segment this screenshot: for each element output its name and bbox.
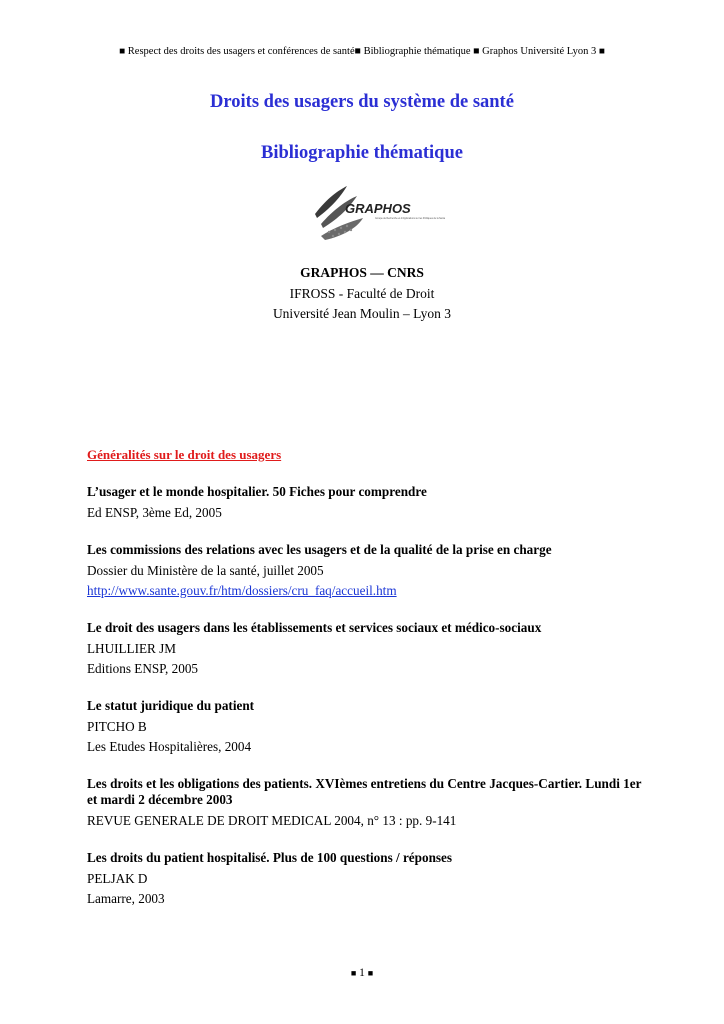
document-title: Droits des usagers du système de santé — [210, 92, 514, 112]
bibliography-entry — [87, 698, 647, 757]
entry-title: Le statut juridique du patient — [87, 698, 255, 713]
entry-title: L’usager et le monde hospitalier. 50 Fiches pour comprendre — [87, 484, 427, 499]
graphos-logo — [303, 184, 446, 242]
entry-publisher: Editions ENSP, 2005 — [87, 661, 199, 676]
institution-line-2: IFROSS - Faculté de Droit — [289, 286, 435, 301]
page-header — [0, 45, 724, 59]
page-number: 1 — [359, 967, 365, 979]
bibliography-entry — [87, 850, 647, 909]
square-bullet-icon: ■ — [367, 968, 374, 978]
header-text: Respect des droits des usagers et conférences de santé■ Bibliographie thématique ■ Graphos Université Lyon 3 — [127, 46, 597, 57]
entry-publisher: Ed ENSP, 3ème Ed, 2005 — [87, 505, 222, 520]
entry-title: Le droit des usagers dans les établissements et services sociaux et médico-sociaux — [87, 620, 542, 635]
entry-author: PELJAK D — [87, 871, 148, 886]
entry-author: LHUILLIER JM — [87, 641, 177, 656]
entry-source: Dossier du Ministère de la santé, juillet 2005 — [87, 563, 324, 578]
entry-source: REVUE GENERALE DE DROIT MEDICAL 2004, n° 13 : pp. 9-141 — [87, 813, 457, 828]
entry-url-link[interactable]: http://www.sante.gouv.fr/htm/dossiers/cru_faq/accueil.htm — [87, 583, 397, 598]
entry-title: Les droits du patient hospitalisé. Plus de 100 questions / réponses — [87, 850, 453, 865]
institution-line-1: GRAPHOS — CNRS — [300, 265, 424, 280]
entry-title: Les commissions des relations avec les usagers et de la qualité de la prise en charge — [87, 542, 552, 557]
logo-wordmark: GRAPHOS — [345, 201, 411, 216]
entry-publisher: Lamarre, 2003 — [87, 891, 165, 906]
section-heading: Généralités sur le droit des usagers — [87, 447, 282, 462]
document-subtitle: Bibliographie thématique — [261, 143, 463, 163]
page-footer — [0, 966, 724, 980]
bibliography-entry — [87, 620, 647, 679]
bibliography-entry — [87, 484, 647, 523]
bibliography-entry — [87, 776, 647, 831]
entry-publisher: Les Etudes Hospitalières, 2004 — [87, 739, 252, 754]
entry-author: PITCHO B — [87, 719, 147, 734]
bibliography-entry — [87, 542, 647, 601]
logo-tagline: Groupe de Recherche et d'Applications sur les Politiques de la Santé — [375, 218, 446, 220]
square-bullet-icon: ■ — [598, 46, 605, 57]
bibliography-list — [87, 484, 647, 928]
square-bullet-icon: ■ — [350, 968, 357, 978]
entry-title: Les droits et les obligations des patients. XVIèmes entretiens du Centre Jacques-Cartier. Lundi 1er et mardi 2 décembre 2003 — [87, 776, 642, 807]
institution-line-3: Université Jean Moulin – Lyon 3 — [272, 306, 452, 321]
square-bullet-icon: ■ — [119, 46, 126, 57]
